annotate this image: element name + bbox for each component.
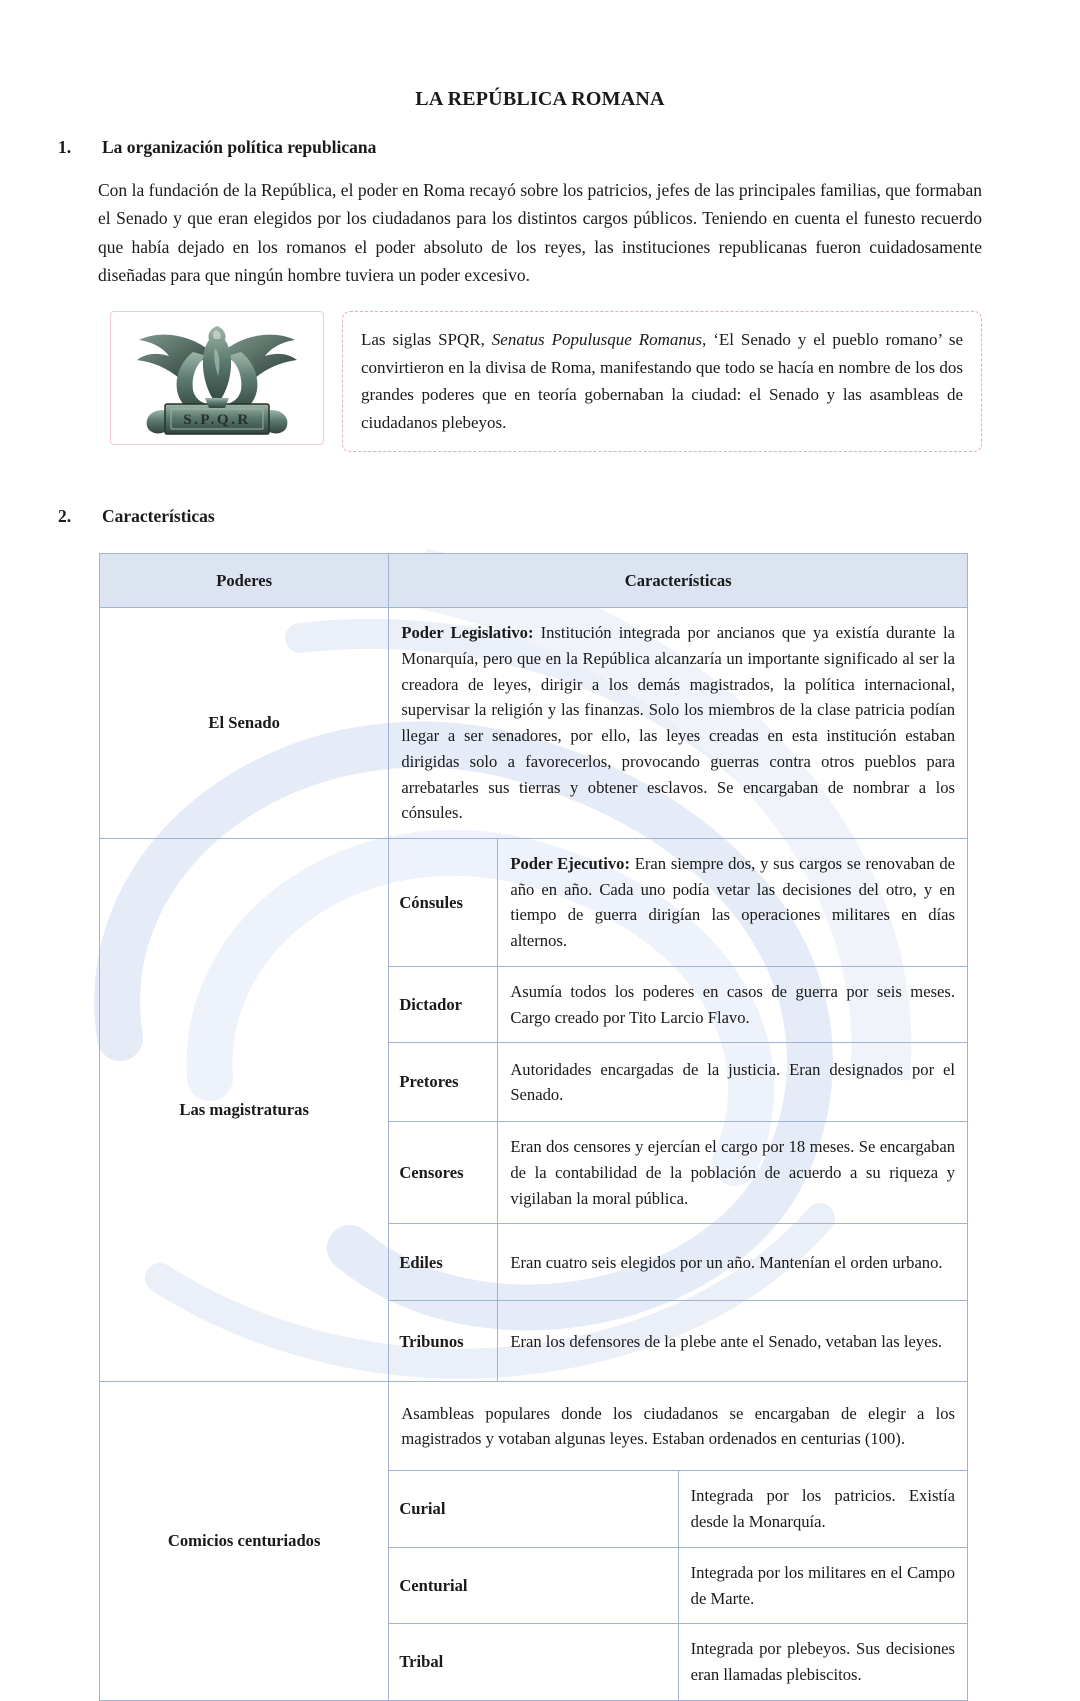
sublabel-tribunos: Tribunos: [389, 1301, 498, 1382]
subrow-curial: [389, 1471, 967, 1547]
section-heading-2: [0, 506, 1080, 527]
spqr-note-part1: Las siglas SPQR,: [361, 330, 492, 350]
subdesc-tribunos: Eran los defensores de la plebe ante el Senado, vetaban las leyes.: [498, 1301, 967, 1382]
sublabel-censores: Censores: [389, 1122, 498, 1224]
spqr-note-part2: , ‘El Senado y el pueblo romano’ se convirtieron en la divisa de Roma, manifestando que todo se hacía en nombre de los dos grandes poderes que en teoría gobernaban la ciudad: el Senado y las asambleas de ciudadanos plebeyos.: [361, 330, 963, 432]
subdesc-dictador: Asumía todos los poderes en casos de guerra por seis meses. Cargo creado por Tito Larcio Flavo.: [498, 966, 967, 1042]
spqr-callout-note: [342, 311, 982, 451]
desc-senado-bold: Poder Legislativo:: [401, 623, 534, 643]
subdesc-centurial: Integrada por los militares en el Campo de Marte.: [678, 1547, 967, 1623]
sublabel-dictador: Dictador: [389, 966, 498, 1042]
subdesc-consules-bold: Poder Ejecutivo:: [510, 853, 630, 873]
document-page: [0, 88, 1080, 1685]
table-row-magistraturas: [100, 838, 968, 1381]
sublabel-tribal: Tribal: [389, 1624, 678, 1700]
sublabel-consules: Cónsules: [389, 839, 498, 966]
characteristics-table: [99, 553, 968, 1701]
section-heading-1: [0, 137, 1080, 158]
sublabel-ediles: Ediles: [389, 1224, 498, 1301]
power-label-comicios: Comicios centuriados: [100, 1382, 389, 1700]
section-number-2: 2.: [58, 505, 72, 526]
desc-senado: [389, 608, 968, 839]
spqr-plaque-text: S.P.Q.R: [183, 412, 251, 429]
subrow-censores: [389, 1122, 967, 1224]
subdesc-consules: [498, 839, 967, 966]
spqr-image-frame: [110, 311, 324, 445]
comicios-subtable-cell: [389, 1382, 968, 1700]
subrow-tribunos: [389, 1301, 967, 1382]
subrow-tribal: [389, 1624, 967, 1700]
subdesc-curial: Integrada por los patricios. Existía desde la Monarquía.: [678, 1471, 967, 1547]
magistraturas-subtable: [389, 839, 967, 1381]
subdesc-comicios-intro: Asambleas populares donde los ciudadanos se encargaban de elegir a los magistrados y votaban algunas leyes. Estaban ordenados en centurias (100).: [389, 1382, 967, 1471]
characteristics-table-wrapper: [0, 553, 1080, 1701]
spqr-note-latin: Senatus Populusque Romanus: [491, 330, 703, 350]
subrow-pretores: [389, 1043, 967, 1122]
sublabel-pretores: Pretores: [389, 1043, 498, 1122]
subrow-centurial: [389, 1547, 967, 1623]
section-title-1: La organización política republicana: [102, 137, 377, 157]
subdesc-ediles: Eran cuatro seis elegidos por un año. Mantenían el orden urbano.: [498, 1224, 967, 1301]
subrow-ediles: [389, 1224, 967, 1301]
section-title-2: Características: [102, 505, 215, 526]
header-poderes: Poderes: [100, 553, 389, 608]
magistraturas-subtable-cell: [389, 838, 968, 1381]
table-header-row: [100, 553, 968, 608]
section-number-1: 1.: [58, 137, 72, 157]
subdesc-censores: Eran dos censores y ejercían el cargo por 18 meses. Se encargaban de la contabilidad de la población de acuerdo a su riqueza y vigilaban la moral pública.: [498, 1122, 967, 1224]
table-row-comicios: [100, 1382, 968, 1700]
header-caracteristicas: Características: [389, 553, 968, 608]
subrow-dictador: [389, 966, 967, 1042]
sublabel-curial: Curial: [389, 1471, 678, 1547]
subrow-consules: [389, 839, 967, 966]
sublabel-centurial: Centurial: [389, 1547, 678, 1623]
spqr-row: [110, 311, 982, 451]
roman-eagle-standard-icon: [119, 318, 315, 438]
comicios-subtable: [389, 1382, 967, 1699]
document-title: LA REPÚBLICA ROMANA: [415, 88, 665, 110]
power-label-magistraturas: Las magistraturas: [100, 838, 389, 1381]
subdesc-pretores: Autoridades encargadas de la justicia. Eran designados por el Senado.: [498, 1043, 967, 1122]
subdesc-tribal: Integrada por plebeyos. Sus decisiones eran llamadas plebiscitos.: [678, 1624, 967, 1700]
section-paragraph-1: Con la fundación de la República, el poder en Roma recayó sobre los patricios, jefes de las principales familias, que formaban el Senado y que eran elegidos por los ciudadanos para los distintos cargos públicos. Teniendo en cuenta el funesto recuerdo que había dejado en los romanos el poder absoluto de los reyes, las instituciones republicanas fueron cuidadosamente diseñadas para que ningún hombre tuviera un poder excesivo.: [98, 180, 982, 286]
table-row-senado: [100, 608, 968, 839]
subdesc-consules-text: Eran siempre dos, y sus cargos se renovaban de año en año. Cada uno podía vetar las decisiones del otro, y en tiempo de guerra dirigían las operaciones militares en días alternos.: [510, 853, 955, 951]
subrow-comicios-intro: [389, 1382, 967, 1471]
desc-senado-text: Institución integrada por ancianos que ya existía durante la Monarquía, pero que en la República alcanzaría un importante significado al ser la creadora de leyes, dirigir a los demás magistrados, la política internacional, supervisar la religión y las finanzas. Solo los miembros de la clase patricia podían llegar a ser senadores, por ello, las leyes creadas en esta institución estaban dirigidas solo a favorecerlos, provocando guerras contra otros pueblos para arrebatarles sus tierras y obtener esclavos. Se encargaban de nombrar a los cónsules.: [401, 623, 956, 823]
power-label-senado: El Senado: [100, 608, 389, 839]
